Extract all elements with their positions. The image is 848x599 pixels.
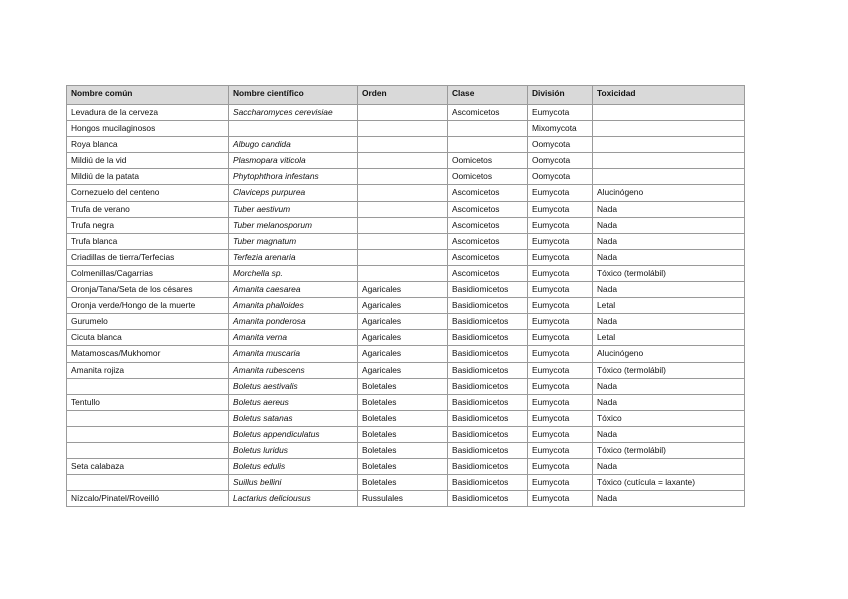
cell-orden: Agaricales bbox=[358, 330, 448, 346]
cell-division: Eumycota bbox=[528, 282, 593, 298]
cell-toxicidad: Alucinógeno bbox=[593, 185, 745, 201]
table-row bbox=[67, 346, 745, 362]
cell-division: Oomycota bbox=[528, 169, 593, 185]
cell-toxicidad: Nada bbox=[593, 491, 745, 507]
cell-nombre-comun: Tentullo bbox=[67, 394, 229, 410]
cell-nombre-comun: Nízcalo/Pinatel/Roveilló bbox=[67, 491, 229, 507]
cell-orden: Boletales bbox=[358, 459, 448, 475]
cell-nombre-cientifico: Plasmopara viticola bbox=[229, 153, 358, 169]
cell-division: Oomycota bbox=[528, 137, 593, 153]
cell-toxicidad: Tóxico (termolábil) bbox=[593, 265, 745, 281]
cell-division: Mixomycota bbox=[528, 121, 593, 137]
cell-nombre-comun: Trufa blanca bbox=[67, 233, 229, 249]
cell-nombre-comun: Trufa negra bbox=[67, 217, 229, 233]
cell-nombre-cientifico: Amanita rubescens bbox=[229, 362, 358, 378]
cell-clase: Basidiomicetos bbox=[448, 459, 528, 475]
cell-orden bbox=[358, 121, 448, 137]
table-row bbox=[67, 105, 745, 121]
cell-division: Oomycota bbox=[528, 153, 593, 169]
cell-orden: Boletales bbox=[358, 410, 448, 426]
cell-nombre-cientifico: Tuber melanosporum bbox=[229, 217, 358, 233]
cell-nombre-comun: Amanita rojiza bbox=[67, 362, 229, 378]
cell-nombre-comun: Mildiú de la patata bbox=[67, 169, 229, 185]
cell-division: Eumycota bbox=[528, 330, 593, 346]
cell-clase: Ascomicetos bbox=[448, 249, 528, 265]
cell-nombre-comun bbox=[67, 410, 229, 426]
cell-toxicidad: Tóxico bbox=[593, 410, 745, 426]
cell-nombre-cientifico: Boletus aereus bbox=[229, 394, 358, 410]
cell-clase: Basidiomicetos bbox=[448, 330, 528, 346]
cell-orden: Boletales bbox=[358, 426, 448, 442]
cell-orden: Boletales bbox=[358, 394, 448, 410]
cell-toxicidad: Nada bbox=[593, 378, 745, 394]
cell-clase: Basidiomicetos bbox=[448, 346, 528, 362]
cell-toxicidad: Nada bbox=[593, 233, 745, 249]
cell-nombre-comun: Cornezuelo del centeno bbox=[67, 185, 229, 201]
cell-nombre-comun: Mildiú de la vid bbox=[67, 153, 229, 169]
cell-orden bbox=[358, 169, 448, 185]
cell-division: Eumycota bbox=[528, 362, 593, 378]
header-nombre-comun: Nombre común bbox=[67, 86, 229, 105]
cell-division: Eumycota bbox=[528, 475, 593, 491]
cell-nombre-comun: Cicuta blanca bbox=[67, 330, 229, 346]
cell-nombre-comun: Oronja verde/Hongo de la muerte bbox=[67, 298, 229, 314]
cell-nombre-comun bbox=[67, 378, 229, 394]
cell-clase bbox=[448, 137, 528, 153]
cell-nombre-comun: Matamoscas/Mukhomor bbox=[67, 346, 229, 362]
cell-division: Eumycota bbox=[528, 346, 593, 362]
cell-nombre-cientifico: Phytophthora infestans bbox=[229, 169, 358, 185]
table-row bbox=[67, 137, 745, 153]
cell-clase: Basidiomicetos bbox=[448, 282, 528, 298]
header-orden: Orden bbox=[358, 86, 448, 105]
cell-division: Eumycota bbox=[528, 265, 593, 281]
cell-orden: Boletales bbox=[358, 442, 448, 458]
cell-toxicidad: Tóxico (termolábil) bbox=[593, 362, 745, 378]
cell-division: Eumycota bbox=[528, 217, 593, 233]
cell-orden bbox=[358, 233, 448, 249]
cell-nombre-comun: Oronja/Tana/Seta de los césares bbox=[67, 282, 229, 298]
cell-orden bbox=[358, 217, 448, 233]
cell-nombre-comun: Trufa de verano bbox=[67, 201, 229, 217]
cell-clase: Basidiomicetos bbox=[448, 491, 528, 507]
cell-nombre-cientifico: Saccharomyces cerevisiae bbox=[229, 105, 358, 121]
cell-orden: Agaricales bbox=[358, 362, 448, 378]
cell-clase: Basidiomicetos bbox=[448, 362, 528, 378]
cell-division: Eumycota bbox=[528, 410, 593, 426]
cell-division: Eumycota bbox=[528, 378, 593, 394]
cell-division: Eumycota bbox=[528, 298, 593, 314]
cell-toxicidad bbox=[593, 169, 745, 185]
cell-clase: Oomicetos bbox=[448, 153, 528, 169]
table-row bbox=[67, 249, 745, 265]
cell-nombre-cientifico: Tuber magnatum bbox=[229, 233, 358, 249]
cell-nombre-cientifico: Boletus aestivalis bbox=[229, 378, 358, 394]
cell-nombre-cientifico: Amanita caesarea bbox=[229, 282, 358, 298]
cell-clase: Ascomicetos bbox=[448, 233, 528, 249]
table-row bbox=[67, 185, 745, 201]
cell-clase bbox=[448, 121, 528, 137]
cell-nombre-cientifico: Boletus luridus bbox=[229, 442, 358, 458]
cell-orden: Agaricales bbox=[358, 346, 448, 362]
cell-toxicidad: Letal bbox=[593, 330, 745, 346]
cell-orden: Russulales bbox=[358, 491, 448, 507]
table-body bbox=[67, 105, 745, 507]
cell-nombre-comun: Hongos mucilaginosos bbox=[67, 121, 229, 137]
cell-orden: Agaricales bbox=[358, 314, 448, 330]
cell-toxicidad bbox=[593, 105, 745, 121]
cell-nombre-comun: Roya blanca bbox=[67, 137, 229, 153]
cell-nombre-cientifico: Terfezia arenaria bbox=[229, 249, 358, 265]
cell-orden bbox=[358, 201, 448, 217]
cell-toxicidad: Letal bbox=[593, 298, 745, 314]
cell-division: Eumycota bbox=[528, 105, 593, 121]
cell-toxicidad bbox=[593, 153, 745, 169]
cell-clase: Basidiomicetos bbox=[448, 394, 528, 410]
cell-clase: Basidiomicetos bbox=[448, 298, 528, 314]
cell-nombre-comun: Criadillas de tierra/Terfecias bbox=[67, 249, 229, 265]
cell-orden bbox=[358, 185, 448, 201]
cell-toxicidad bbox=[593, 121, 745, 137]
cell-nombre-comun: Levadura de la cerveza bbox=[67, 105, 229, 121]
cell-nombre-comun bbox=[67, 475, 229, 491]
table-row bbox=[67, 201, 745, 217]
cell-clase: Basidiomicetos bbox=[448, 378, 528, 394]
cell-clase: Oomicetos bbox=[448, 169, 528, 185]
cell-division: Eumycota bbox=[528, 249, 593, 265]
cell-clase: Basidiomicetos bbox=[448, 410, 528, 426]
cell-nombre-cientifico: Amanita phalloides bbox=[229, 298, 358, 314]
cell-nombre-cientifico: Albugo candida bbox=[229, 137, 358, 153]
cell-toxicidad: Nada bbox=[593, 282, 745, 298]
cell-nombre-comun bbox=[67, 426, 229, 442]
cell-nombre-cientifico: Amanita verna bbox=[229, 330, 358, 346]
cell-division: Eumycota bbox=[528, 426, 593, 442]
cell-orden bbox=[358, 137, 448, 153]
cell-nombre-comun: Colmenillas/Cagarrias bbox=[67, 265, 229, 281]
cell-toxicidad bbox=[593, 137, 745, 153]
cell-clase: Basidiomicetos bbox=[448, 314, 528, 330]
table-row bbox=[67, 298, 745, 314]
cell-division: Eumycota bbox=[528, 233, 593, 249]
cell-division: Eumycota bbox=[528, 185, 593, 201]
cell-clase: Ascomicetos bbox=[448, 265, 528, 281]
cell-toxicidad: Alucinógeno bbox=[593, 346, 745, 362]
table-row bbox=[67, 233, 745, 249]
cell-division: Eumycota bbox=[528, 201, 593, 217]
cell-orden bbox=[358, 105, 448, 121]
cell-orden: Agaricales bbox=[358, 282, 448, 298]
cell-toxicidad: Nada bbox=[593, 314, 745, 330]
cell-division: Eumycota bbox=[528, 394, 593, 410]
cell-nombre-cientifico: Morchella sp. bbox=[229, 265, 358, 281]
table-row bbox=[67, 314, 745, 330]
table-row bbox=[67, 394, 745, 410]
fungi-table bbox=[66, 85, 745, 507]
cell-nombre-cientifico: Boletus appendiculatus bbox=[229, 426, 358, 442]
cell-clase: Ascomicetos bbox=[448, 217, 528, 233]
cell-clase: Basidiomicetos bbox=[448, 475, 528, 491]
cell-clase: Basidiomicetos bbox=[448, 442, 528, 458]
cell-nombre-cientifico: Amanita ponderosa bbox=[229, 314, 358, 330]
table-row bbox=[67, 217, 745, 233]
cell-division: Eumycota bbox=[528, 491, 593, 507]
header-nombre-cientifico: Nombre científico bbox=[229, 86, 358, 105]
table-row bbox=[67, 426, 745, 442]
cell-toxicidad: Nada bbox=[593, 217, 745, 233]
cell-division: Eumycota bbox=[528, 442, 593, 458]
table-row bbox=[67, 475, 745, 491]
cell-toxicidad: Nada bbox=[593, 394, 745, 410]
cell-toxicidad: Tóxico (cutícula = laxante) bbox=[593, 475, 745, 491]
cell-division: Eumycota bbox=[528, 314, 593, 330]
cell-toxicidad: Nada bbox=[593, 459, 745, 475]
cell-clase: Ascomicetos bbox=[448, 185, 528, 201]
cell-clase: Ascomicetos bbox=[448, 201, 528, 217]
table-row bbox=[67, 491, 745, 507]
table-row bbox=[67, 153, 745, 169]
cell-toxicidad: Nada bbox=[593, 201, 745, 217]
table-row bbox=[67, 410, 745, 426]
table-row bbox=[67, 459, 745, 475]
table-row bbox=[67, 378, 745, 394]
header-clase: Clase bbox=[448, 86, 528, 105]
cell-clase: Basidiomicetos bbox=[448, 426, 528, 442]
cell-nombre-cientifico: Amanita muscaria bbox=[229, 346, 358, 362]
cell-nombre-cientifico: Tuber aestivum bbox=[229, 201, 358, 217]
header-division: División bbox=[528, 86, 593, 105]
table-row bbox=[67, 121, 745, 137]
cell-nombre-cientifico: Boletus satanas bbox=[229, 410, 358, 426]
cell-nombre-cientifico: Boletus edulis bbox=[229, 459, 358, 475]
cell-orden bbox=[358, 265, 448, 281]
cell-nombre-cientifico: Lactarius deliciousus bbox=[229, 491, 358, 507]
cell-orden: Boletales bbox=[358, 378, 448, 394]
table-row bbox=[67, 362, 745, 378]
cell-orden bbox=[358, 249, 448, 265]
header-toxicidad: Toxicidad bbox=[593, 86, 745, 105]
cell-nombre-cientifico bbox=[229, 121, 358, 137]
table-row bbox=[67, 265, 745, 281]
table-row bbox=[67, 169, 745, 185]
cell-orden: Agaricales bbox=[358, 298, 448, 314]
cell-toxicidad: Tóxico (termolábil) bbox=[593, 442, 745, 458]
cell-orden: Boletales bbox=[358, 475, 448, 491]
cell-toxicidad: Nada bbox=[593, 426, 745, 442]
cell-nombre-comun bbox=[67, 442, 229, 458]
table-row bbox=[67, 442, 745, 458]
cell-nombre-comun: Gurumelo bbox=[67, 314, 229, 330]
cell-division: Eumycota bbox=[528, 459, 593, 475]
cell-toxicidad: Nada bbox=[593, 249, 745, 265]
cell-nombre-cientifico: Suillus bellini bbox=[229, 475, 358, 491]
cell-nombre-cientifico: Claviceps purpurea bbox=[229, 185, 358, 201]
cell-nombre-comun: Seta calabaza bbox=[67, 459, 229, 475]
cell-clase: Ascomicetos bbox=[448, 105, 528, 121]
table-header-row bbox=[67, 86, 745, 105]
table-row bbox=[67, 330, 745, 346]
cell-orden bbox=[358, 153, 448, 169]
table-row bbox=[67, 282, 745, 298]
